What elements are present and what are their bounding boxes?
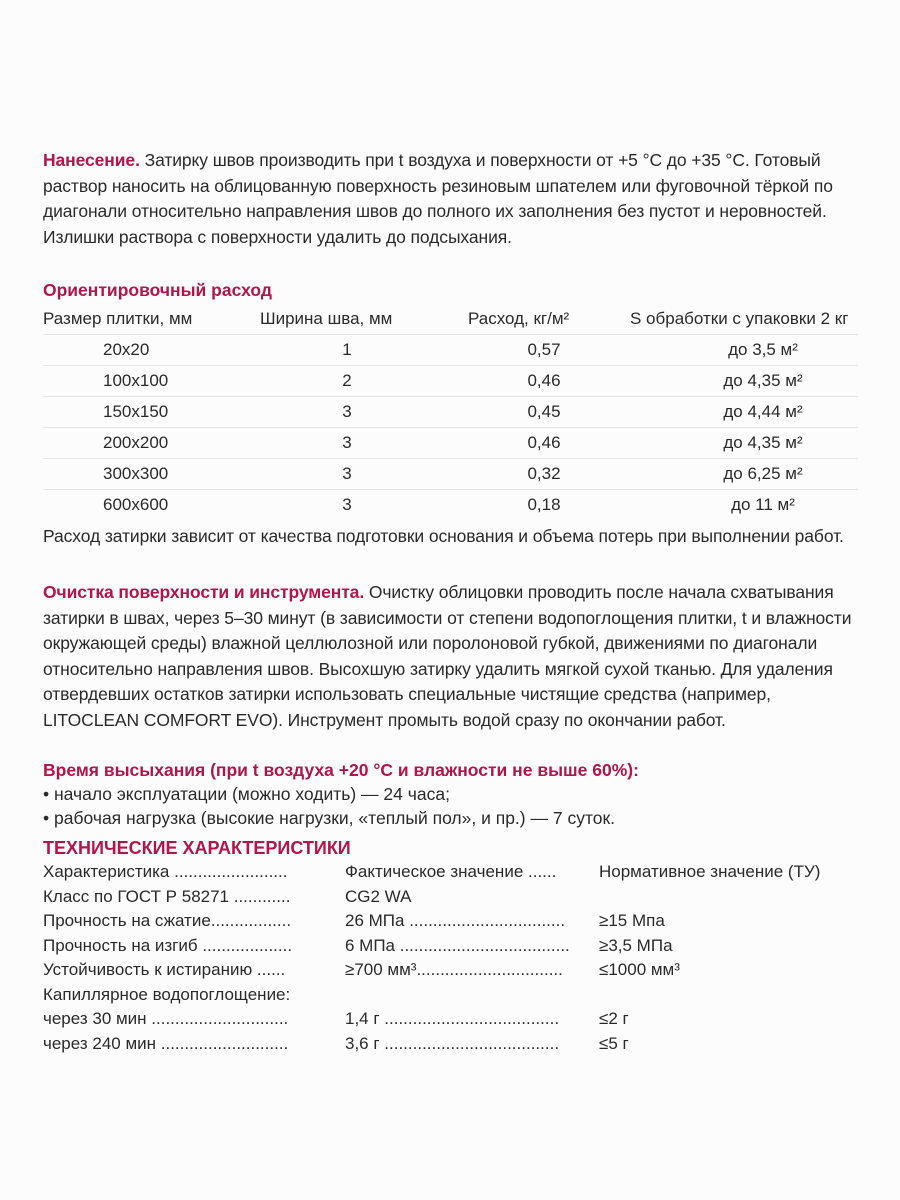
table-row (43, 397, 858, 428)
spec-actual: 1,4 г ..................................... (345, 1009, 560, 1028)
cell-consumption: 0,57 (456, 335, 618, 366)
cleaning-label: Очистка поверхности и инструмента. (43, 582, 365, 602)
list-item: • начало эксплуатации (можно ходить) — 24 часа; (43, 782, 639, 806)
spec-actual: Фактическое значение ...... (345, 862, 557, 881)
tech-specs-table (43, 860, 863, 1056)
cell-tile-size: 100x100 (43, 366, 248, 397)
consumption-table (43, 304, 858, 520)
cell-tile-size: 600x600 (43, 490, 248, 521)
drying-section (43, 758, 639, 830)
col-header-coverage: S обработки с упаковки 2 кг (630, 309, 849, 328)
cell-coverage: до 4,44 м² (618, 397, 858, 428)
cell-tile-size: 300x300 (43, 459, 248, 490)
spec-actual: 6 МПа .................................... (345, 935, 570, 955)
spec-actual: CG2 WA (345, 886, 412, 906)
cell-tile-size: 150x150 (43, 397, 248, 428)
cell-joint-width: 3 (248, 490, 456, 521)
spec-actual: ≥700 мм³............................... (345, 960, 563, 979)
consumption-note: Расход затирки зависит от качества подготовки основания и объема потерь при выполнении работ. (43, 526, 844, 546)
spec-name: через 30 мин ............................. (43, 1009, 289, 1028)
cleaning-section (43, 580, 863, 733)
tech-specs-title: ТЕХНИЧЕСКИЕ ХАРАКТЕРИСТИКИ (43, 838, 351, 858)
cell-joint-width: 3 (248, 428, 456, 459)
consumption-title: Ориентировочный расход (43, 280, 272, 300)
col-header-tile-size: Размер плитки, мм (43, 309, 193, 328)
cell-tile-size: 200x200 (43, 428, 248, 459)
spec-name: Капиллярное водопоглощение: (43, 984, 291, 1004)
cell-joint-width: 2 (248, 366, 456, 397)
table-row (43, 490, 858, 521)
drying-title: Время высыхания (при t воздуха +20 °C и влажности не выше 60%): (43, 760, 639, 780)
cell-tile-size: 20x20 (43, 335, 248, 366)
spec-name: Устойчивость к истиранию ...... (43, 960, 286, 979)
tech-row (43, 909, 863, 934)
tech-row (43, 1007, 863, 1032)
spec-name: через 240 мин ........................... (43, 1033, 289, 1053)
table-row (43, 428, 858, 459)
cell-joint-width: 1 (248, 335, 456, 366)
spec-norm: ≥15 Мпа (599, 911, 665, 930)
cell-consumption: 0,18 (456, 490, 618, 521)
spec-name: Прочность на изгиб ................... (43, 935, 293, 955)
cell-consumption: 0,32 (456, 459, 618, 490)
table-row (43, 366, 858, 397)
cell-joint-width: 3 (248, 459, 456, 490)
tech-row (43, 983, 863, 1008)
table-row (43, 335, 858, 366)
tech-row (43, 934, 863, 959)
cleaning-text: Очистку облицовки проводить после начала схватывания затирки в швах, через 5–30 минут (в зависимости от степени водопоглощения плитки, t и влажности окружающей среды) влажной целлюлозной или поролоновой губкой, движениями по диагонали относительно направления швов. Высохшую затирку удалить мягкой сухой тканью. Для удаления отвердевших остатков затирки использовать специальные чистящие средства (например, LITOCLEAN COMFORT EVO). Инструмент промыть водой сразу по окончании работ. (43, 582, 852, 730)
spec-name: Прочность на сжатие................. (43, 911, 292, 930)
cell-coverage: до 4,35 м² (618, 366, 858, 397)
spec-norm: ≤1000 мм³ (599, 960, 680, 979)
list-item: • рабочая нагрузка (высокие нагрузки, «теплый пол», и пр.) — 7 суток. (43, 806, 639, 830)
spec-norm: ≤2 г (599, 1009, 629, 1028)
cell-consumption: 0,45 (456, 397, 618, 428)
cell-coverage: до 4,35 м² (618, 428, 858, 459)
cell-coverage: до 3,5 м² (618, 335, 858, 366)
col-header-consumption: Расход, кг/м² (468, 309, 570, 328)
application-section (43, 148, 863, 250)
table-header-row (43, 304, 858, 335)
cell-consumption: 0,46 (456, 428, 618, 459)
spec-actual: 26 МПа ................................. (345, 911, 566, 930)
spec-name: Класс по ГОСТ Р 58271 ............ (43, 886, 291, 906)
cell-consumption: 0,46 (456, 366, 618, 397)
tech-header-row (43, 860, 863, 885)
application-text: Затирку швов производить при t воздуха и поверхности от +5 °C до +35 °C. Готовый раствор наносить на облицованную поверхность резиновым шпателем или фуговочной тёркой по диагонали относительно направления швов до полного их заполнения без пустот и неровностей. Излишки раствора с поверхности удалить до подсыхания. (43, 150, 833, 247)
cell-coverage: до 6,25 м² (618, 459, 858, 490)
col-header-joint-width: Ширина шва, мм (260, 309, 393, 328)
cell-coverage: до 11 м² (618, 490, 858, 521)
spec-norm: ≥3,5 МПа (599, 935, 673, 955)
tech-row (43, 1032, 863, 1057)
spec-name: Характеристика ........................ (43, 862, 288, 881)
spec-norm: ≤5 г (599, 1033, 629, 1053)
application-label: Нанесение. (43, 150, 140, 170)
drying-list (43, 782, 639, 830)
tech-row (43, 885, 863, 910)
spec-norm: Нормативное значение (ТУ) (599, 862, 821, 881)
spec-actual: 3,6 г ..................................... (345, 1033, 560, 1053)
tech-row (43, 958, 863, 983)
cell-joint-width: 3 (248, 397, 456, 428)
table-row (43, 459, 858, 490)
